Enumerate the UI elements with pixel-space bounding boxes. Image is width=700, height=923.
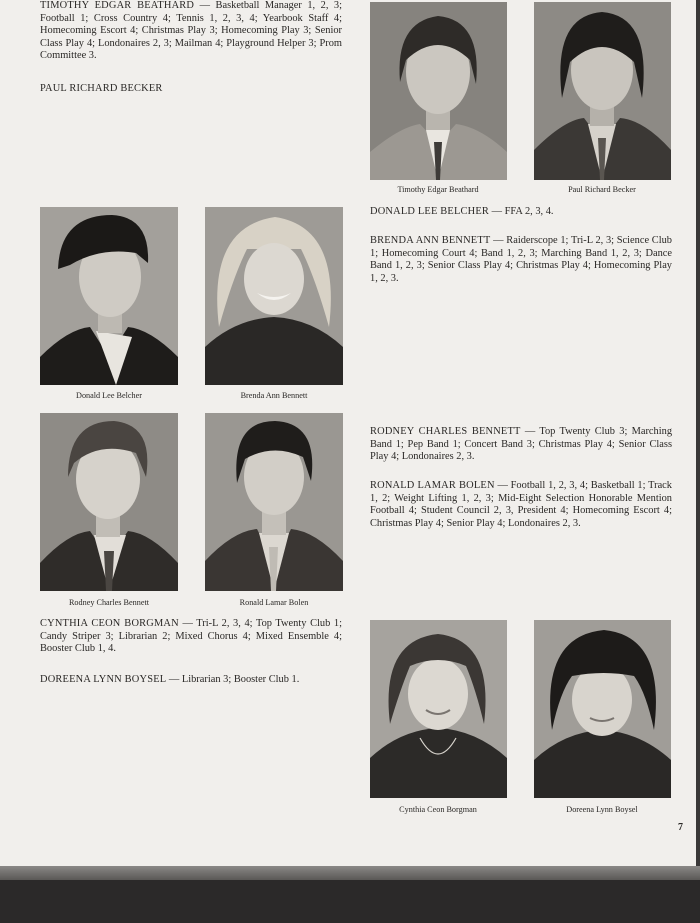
caption-rodney: Rodney Charles Bennett [68, 598, 150, 607]
bio-text: — Librarian 3; Booster Club 1. [166, 674, 300, 685]
portrait-brenda [205, 207, 343, 385]
bio-text: — FFA 2, 3, 4. [489, 206, 554, 217]
bio-name: PAUL RICHARD BECKER [40, 83, 163, 94]
bio-name: CYNTHIA CEON BORGMAN [40, 618, 179, 629]
caption-brenda: Brenda Ann Bennett [240, 391, 308, 400]
page-number: 7 [678, 822, 683, 833]
bio-belcher [370, 206, 672, 219]
caption-belcher: Donald Lee Belcher [76, 391, 142, 400]
bio-name: DOREENA LYNN BOYSEL [40, 674, 167, 685]
scan-background [0, 880, 700, 923]
bio-borgman [40, 618, 342, 656]
bio-text: — Football 1, 2, 3, 4; Basketball 1; Track 1, 2; Weight Lifting 1, 2, 3; Mid-Eight Selection Honorable Mention Football 4; Student Council 2, 3, President 4; Homecoming Escort 4; Christmas Play 4; Senior Play 4; Londonaires 2, 3. [370, 480, 672, 529]
portrait-rodney [40, 413, 178, 591]
bio-text: — Basketball Manager 1, 2, 3; Football 1; Cross Country 4; Tennis 1, 2, 3, 4; Yearbook Staff 4; Homecoming Escort 4; Christmas Play 3; Homecoming Play 3; Senior Class Play 4; Londonaires 2, 3; Mailman 4; Playground Helper 3; Prom Committee 3. [40, 0, 342, 62]
caption-beathard: Timothy Edgar Beathard [397, 185, 479, 194]
portrait-boysel [534, 620, 671, 798]
bio-name: RONALD LAMAR BOLEN [370, 480, 495, 491]
bio-brenda [370, 235, 672, 285]
bio-becker [40, 83, 342, 96]
caption-boysel: Doreena Lynn Boysel [566, 805, 638, 814]
portrait-bolen [205, 413, 343, 591]
bio-name: RODNEY CHARLES BENNETT [370, 426, 521, 437]
bio-rodney [370, 426, 672, 464]
caption-bolen: Ronald Lamar Bolen [239, 598, 309, 607]
caption-borgman: Cynthia Ceon Borgman [399, 805, 477, 814]
portrait-borgman [370, 620, 507, 798]
caption-becker: Paul Richard Becker [568, 185, 636, 194]
bio-name: BRENDA ANN BENNETT [370, 235, 491, 246]
portrait-beathard [370, 2, 507, 180]
bio-text: — Top Twenty Club 3; Marching Band 1; Pep Band 1; Concert Band 3; Christmas Play 4; Senior Class Play 4; Londonaires 2, 3. [370, 426, 673, 463]
bio-name: DONALD LEE BELCHER [370, 206, 490, 217]
bio-name: TIMOTHY EDGAR BEATHARD [40, 0, 195, 11]
portrait-belcher [40, 207, 178, 385]
portrait-becker [534, 2, 671, 180]
bio-text: — Tri-L 2, 3, 4; Top Twenty Club 1; Candy Striper 3; Librarian 2; Mixed Chorus 4; Mixed Ensemble 4; Booster Club 1, 4. [40, 618, 342, 655]
bio-beathard [40, 0, 342, 63]
bio-text: — Raiderscope 1; Tri-L 2, 3; Science Club 1; Homecoming Court 4; Band 1, 2, 3; Marching Band 1, 2, 3; Dance Band 1, 2, 3; Senior Class Play 4; Christmas Play 4; Homecoming Play 1, 2, 3. [370, 235, 672, 284]
bio-boysel [40, 674, 342, 687]
page-edge [0, 866, 700, 880]
bio-bolen [370, 480, 672, 530]
